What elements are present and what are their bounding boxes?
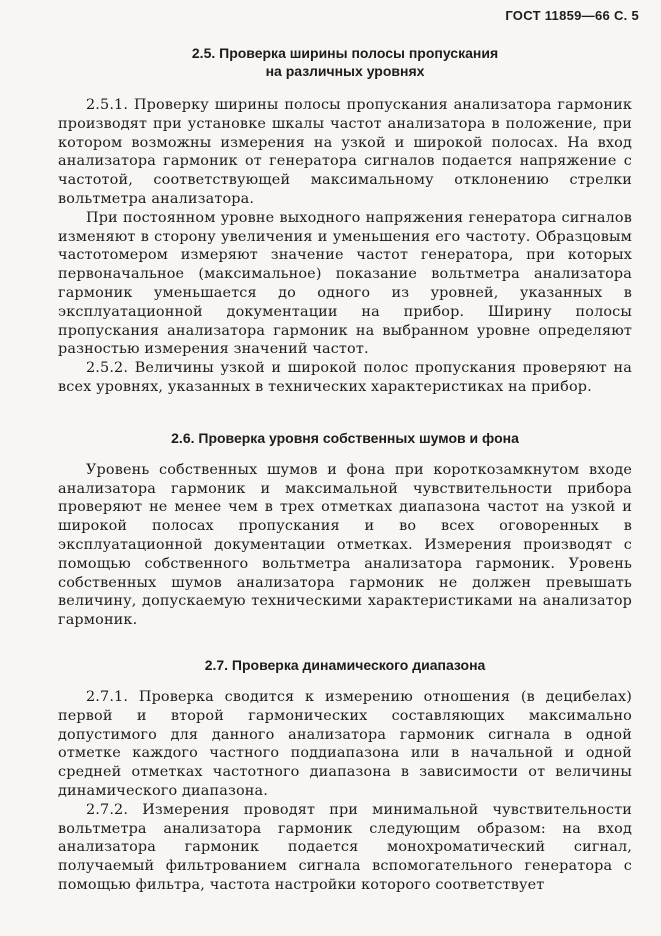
section-2-5-title-line1: 2.5. Проверка ширины полосы пропускания: [191, 45, 499, 61]
paragraph-2-7-1: 2.7.1. Проверка сводится к измерению отношения (в децибелах) первой и второй гармонических составляющих максимально допустимого для данного анализатора гармоник сигнала в одной отметке каждого частного поддиапазона или в начальной и одной средней отметках частотного диапазона в зависимости от величины динамического диапазона.: [58, 688, 632, 799]
page-body: [58, 44, 632, 895]
section-2-6: [58, 429, 632, 630]
section-2-7-title: 2.7. Проверка динамического диапазона: [204, 656, 486, 673]
paragraph-2-5-1: 2.5.1. Проверку ширины полосы пропускания анализатора гармоник производят при установке шкалы частот анализатора в положение, при котором возможны измерения на узкой и широкой полосах. На вход анализатора гармоник от генератора сигналов подается напряжение с частотой, соответствующей максимальному отклонению стрелки вольтметра анализатора.: [58, 97, 632, 207]
section-2-6-title: 2.6. Проверка уровня собственных шумов и фона: [171, 429, 519, 446]
paragraph-2-7-2: 2.7.2. Измерения проводят при минимальной чувствительности вольтметра анализатора гармоник следующим образом: на вход анализатора гармоник подается монохроматический сигнал, получаемый фильтрованием сигнала вспомогательного генератора с помощью фильтра, частота настройки которого соответствует: [58, 801, 632, 893]
paragraph-2-6: Уровень собственных шумов и фона при короткозамкнутом входе анализатора гармоник и максимальной чувствительности прибора проверяют не менее чем в трех отметках диапазона частот на узкой и широкой полосах пропускания и во всех оговоренных в эксплуатационной документации отметках. Измерения производят с помощью собственного вольтметра анализатора гармоник. Уровень собственных шумов анализатора гармоник не должен превышать величину, допускаемую техническими характеристиками на анализатор гармоник.: [58, 461, 632, 629]
section-2-5-title-line2: на различных уровнях: [265, 63, 425, 79]
section-2-7: [58, 656, 632, 895]
running-header: ГОСТ 11859—66 С. 5: [505, 8, 639, 23]
section-2-5: [58, 44, 632, 397]
section-2-5-title: [58, 44, 632, 80]
paragraph-2-5-1-cont: При постоянном уровне выходного напряжения генератора сигналов изменяют в сторону увеличения и уменьшения его частоту. Образцовым частотомером измеряют значение частот генератора, при которых первоначальное (максимальное) показание вольтметра анализатора гармоник уменьшается до одного из уровней, указанных в эксплуатационной документации на прибор. Ширину полосы пропускания анализатора гармоник на выбранном уровне определяют разностью измерения значений частот.: [58, 209, 632, 358]
paragraph-2-5-2: 2.5.2. Величины узкой и широкой полос пропускания проверяют на всех уровнях, указанных в технических характеристиках на прибор.: [58, 360, 632, 395]
